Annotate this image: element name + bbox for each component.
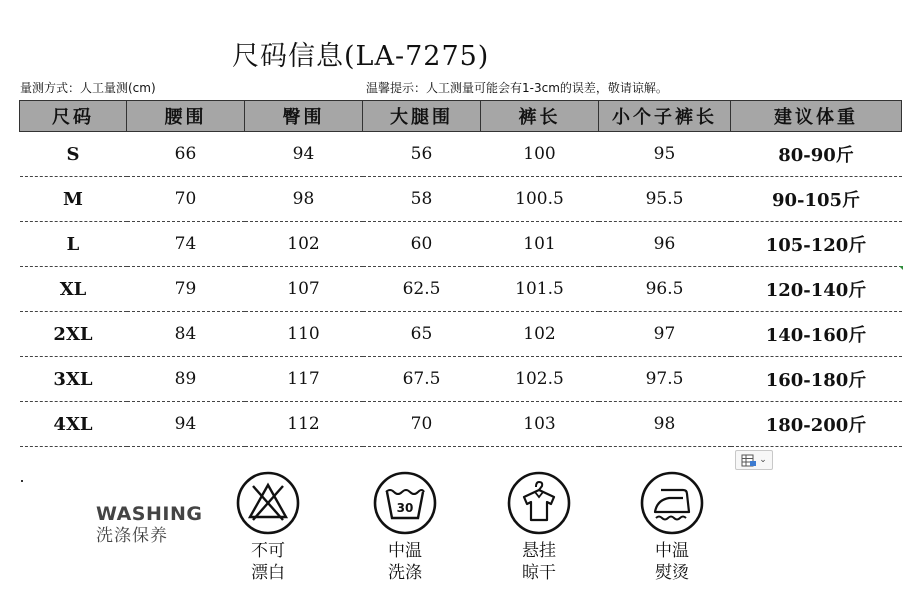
header-thigh: 大腿围 <box>363 101 481 132</box>
cell-size: 3XL <box>20 357 127 402</box>
cell-waist: 94 <box>127 402 245 447</box>
table-row <box>20 357 902 402</box>
cell-waist: 84 <box>127 312 245 357</box>
cell-weight: 180-200斤 <box>731 402 902 447</box>
cell-thigh: 60 <box>363 222 481 267</box>
header-waist: 腰围 <box>127 101 245 132</box>
cell-petite-length: 95.5 <box>599 177 731 222</box>
cell-thigh: 67.5 <box>363 357 481 402</box>
page-title: 尺码信息(LA-7275) <box>232 41 490 72</box>
header-length: 裤长 <box>481 101 599 132</box>
cell-hip: 107 <box>245 267 363 312</box>
cell-waist: 74 <box>127 222 245 267</box>
measure-method-note: 量测方式：人工量测(cm) <box>20 81 156 95</box>
cell-hip: 112 <box>245 402 363 447</box>
cell-size: 4XL <box>20 402 127 447</box>
cell-weight: 105-120斤 <box>731 222 902 267</box>
cell-length: 103 <box>481 402 599 447</box>
cell-thigh: 56 <box>363 132 481 177</box>
cell-petite-length: 95 <box>599 132 731 177</box>
washing-zh-label: 洗涤保养 <box>96 526 168 546</box>
cell-hip: 94 <box>245 132 363 177</box>
cell-weight: 80-90斤 <box>731 132 902 177</box>
cell-size: L <box>20 222 127 267</box>
cell-size: S <box>20 132 127 177</box>
header-petite-length: 小个子裤长 <box>599 101 731 132</box>
hang-dry-icon <box>506 470 572 536</box>
cell-petite-length: 96 <box>599 222 731 267</box>
cell-weight: 160-180斤 <box>731 357 902 402</box>
cell-thigh: 58 <box>363 177 481 222</box>
cell-length: 102 <box>481 312 599 357</box>
washing-care-heading <box>96 503 203 547</box>
stray-dot <box>21 480 23 482</box>
size-table <box>19 100 902 447</box>
wash-30-icon <box>372 470 438 536</box>
cell-petite-length: 97 <box>599 312 731 357</box>
cell-size: XL <box>20 267 127 312</box>
care-item-no-bleach <box>233 470 303 584</box>
cell-waist: 79 <box>127 267 245 312</box>
cell-weight: 140-160斤 <box>731 312 902 357</box>
cell-thigh: 65 <box>363 312 481 357</box>
cell-size: 2XL <box>20 312 127 357</box>
cell-size: M <box>20 177 127 222</box>
cell-petite-length: 96.5 <box>599 267 731 312</box>
cell-hip: 102 <box>245 222 363 267</box>
cell-hip: 110 <box>245 312 363 357</box>
washing-en-label: WASHING <box>96 503 203 525</box>
cell-thigh: 62.5 <box>363 267 481 312</box>
care-item-iron <box>637 470 707 584</box>
cell-length: 100.5 <box>481 177 599 222</box>
cell-hip: 117 <box>245 357 363 402</box>
care-label-line2: 洗涤 <box>388 563 422 583</box>
cell-waist: 70 <box>127 177 245 222</box>
care-label-line2: 晾干 <box>522 563 556 583</box>
no-bleach-icon <box>235 470 301 536</box>
care-item-wash <box>370 470 440 584</box>
cell-error-indicator <box>899 266 903 270</box>
cell-waist: 66 <box>127 132 245 177</box>
header-size: 尺码 <box>20 101 127 132</box>
chevron-down-icon: ⌄ <box>759 455 767 465</box>
table-row <box>20 132 902 177</box>
table-row <box>20 312 902 357</box>
cell-length: 101.5 <box>481 267 599 312</box>
paste-options-icon <box>741 454 757 467</box>
header-hip: 臀围 <box>245 101 363 132</box>
cell-hip: 98 <box>245 177 363 222</box>
cell-petite-length: 98 <box>599 402 731 447</box>
cell-thigh: 70 <box>363 402 481 447</box>
table-row <box>20 177 902 222</box>
care-label-line1: 不可 <box>251 541 285 561</box>
care-item-hang-dry <box>504 470 574 584</box>
size-table-header-row <box>20 101 902 132</box>
care-label-line1: 中温 <box>655 541 689 561</box>
cell-petite-length: 97.5 <box>599 357 731 402</box>
care-label-line2: 熨烫 <box>655 563 689 583</box>
table-row <box>20 267 902 312</box>
table-row <box>20 402 902 447</box>
cell-weight: 120-140斤 <box>731 267 902 312</box>
header-weight: 建议体重 <box>731 101 902 132</box>
care-label-line1: 中温 <box>388 541 422 561</box>
iron-medium-icon <box>639 470 705 536</box>
cell-weight: 90-105斤 <box>731 177 902 222</box>
care-label-line1: 悬挂 <box>522 541 556 561</box>
cell-length: 101 <box>481 222 599 267</box>
wash-temperature-badge: 30 <box>396 501 414 515</box>
care-label-line2: 漂白 <box>251 563 285 583</box>
table-row <box>20 222 902 267</box>
tolerance-note: 温馨提示：人工测量可能会有1-3cm的误差，敬请谅解。 <box>366 81 668 95</box>
cell-length: 100 <box>481 132 599 177</box>
paste-options-button[interactable] <box>735 450 773 470</box>
cell-waist: 89 <box>127 357 245 402</box>
cell-length: 102.5 <box>481 357 599 402</box>
